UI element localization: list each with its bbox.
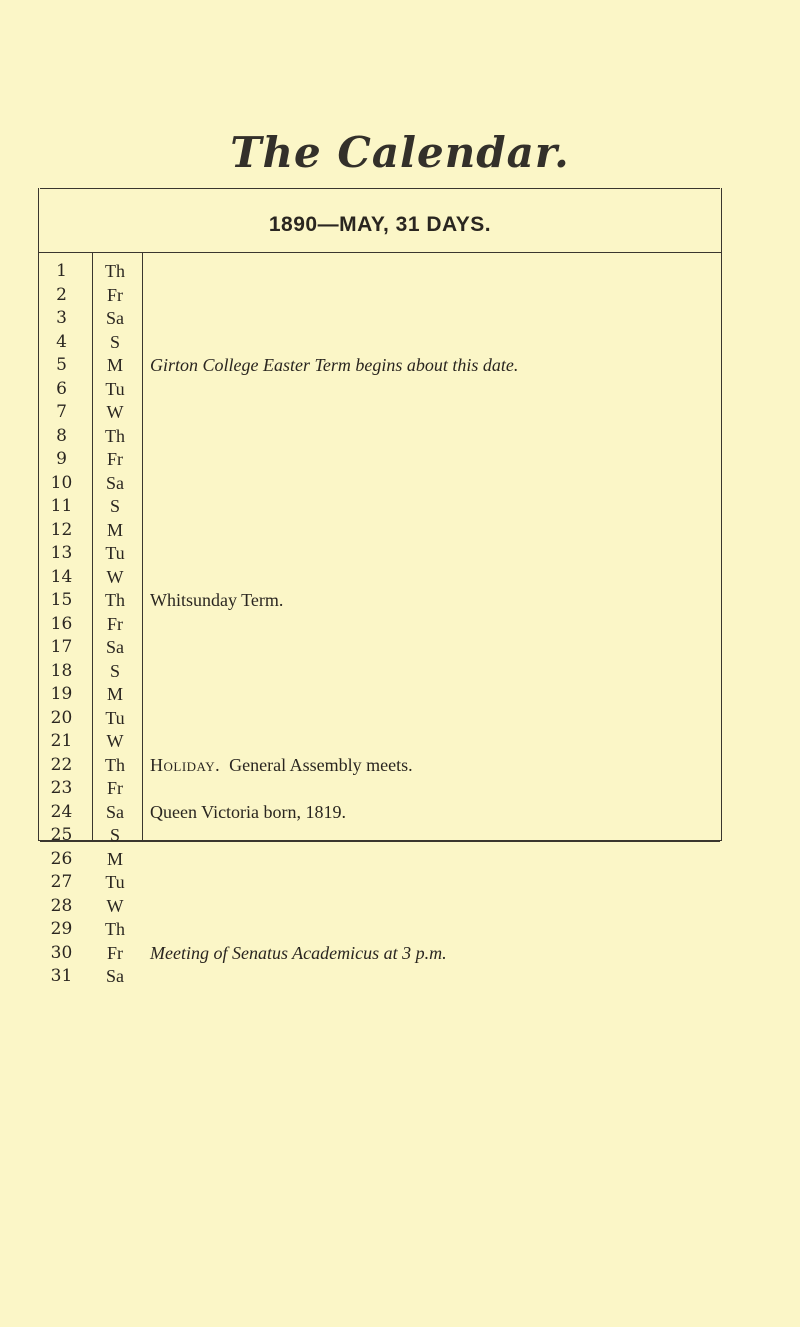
weekday: Fr: [106, 942, 123, 963]
day-number: 8: [56, 425, 67, 446]
day-number: 12: [50, 519, 73, 540]
weekday: M: [106, 684, 123, 704]
weekday: Th: [105, 919, 125, 939]
weekday: M: [106, 848, 123, 869]
weekday: Fr: [106, 778, 123, 798]
day-number: 30: [50, 942, 73, 963]
day-number: 9: [56, 449, 67, 469]
month-header: 1890—MAY, 31 DAYS.: [39, 188, 721, 253]
day-number: 2: [56, 284, 67, 305]
day-number: 6: [56, 378, 67, 399]
day-number: 10: [50, 472, 73, 493]
weekday: Fr: [106, 284, 123, 305]
event-note-text: Girton College Easter Term begins about this date.: [150, 355, 519, 375]
weekday: Tu: [105, 543, 125, 563]
weekday: M: [106, 355, 123, 375]
day-number: 16: [50, 613, 73, 634]
day-number: 19: [50, 684, 73, 704]
day-number: 1: [56, 261, 67, 281]
day-number: 24: [50, 801, 73, 822]
weekday: Tu: [105, 378, 125, 399]
day-number: 28: [50, 895, 73, 916]
weekday: Fr: [106, 449, 123, 469]
event-note-text: Meeting of Senatus Academicus at 3 p.m.: [150, 942, 447, 963]
weekday: Th: [105, 590, 125, 610]
weekday: Sa: [106, 966, 124, 986]
calendar-row: [39, 963, 721, 990]
day-number: 21: [50, 731, 73, 751]
day-number: 29: [50, 919, 73, 939]
event-note-text: Whitsunday Term.: [150, 590, 284, 610]
day-number: 15: [50, 590, 73, 610]
day-number: 14: [50, 566, 73, 587]
weekday: W: [106, 566, 124, 587]
day-number: 23: [50, 778, 73, 798]
calendar-table: [38, 188, 722, 986]
weekday: Tu: [105, 872, 125, 892]
event-note-text: Queen Victoria born, 1819.: [150, 801, 347, 822]
day-number: 13: [50, 543, 73, 563]
day-number: 3: [56, 308, 67, 328]
footer-rule: [40, 841, 720, 842]
weekday: Fr: [106, 613, 123, 634]
day-number: 27: [50, 872, 73, 892]
page-title: The Calendar.: [230, 128, 570, 177]
weekday: Th: [105, 754, 125, 775]
day-number: 25: [50, 825, 73, 845]
event-note-text: General Assembly meets.: [229, 754, 413, 775]
weekday: S: [109, 825, 120, 845]
day-number: 17: [50, 637, 73, 657]
weekday: M: [106, 519, 123, 540]
weekday: Sa: [106, 801, 124, 822]
weekday: Sa: [106, 472, 124, 493]
weekday: Sa: [106, 308, 124, 328]
day-number: 5: [56, 355, 67, 375]
weekday: W: [106, 895, 124, 916]
day-number: 20: [50, 707, 73, 728]
weekday: W: [106, 731, 124, 751]
weekday: S: [109, 331, 120, 352]
weekday: W: [106, 402, 124, 422]
day-number: 11: [50, 496, 73, 516]
day-number: 22: [50, 754, 73, 775]
weekday: S: [109, 660, 120, 681]
day-number: 26: [50, 848, 73, 869]
weekday: Tu: [105, 707, 125, 728]
weekday: Th: [105, 261, 125, 281]
day-number: 18: [50, 660, 73, 681]
day-number: 31: [50, 966, 73, 986]
day-number: 4: [56, 331, 67, 352]
event-note-smallcaps: Holiday.: [150, 754, 221, 775]
weekday: S: [109, 496, 120, 516]
weekday: Th: [105, 425, 125, 446]
weekday: Sa: [106, 637, 124, 657]
day-number: 7: [56, 402, 67, 422]
